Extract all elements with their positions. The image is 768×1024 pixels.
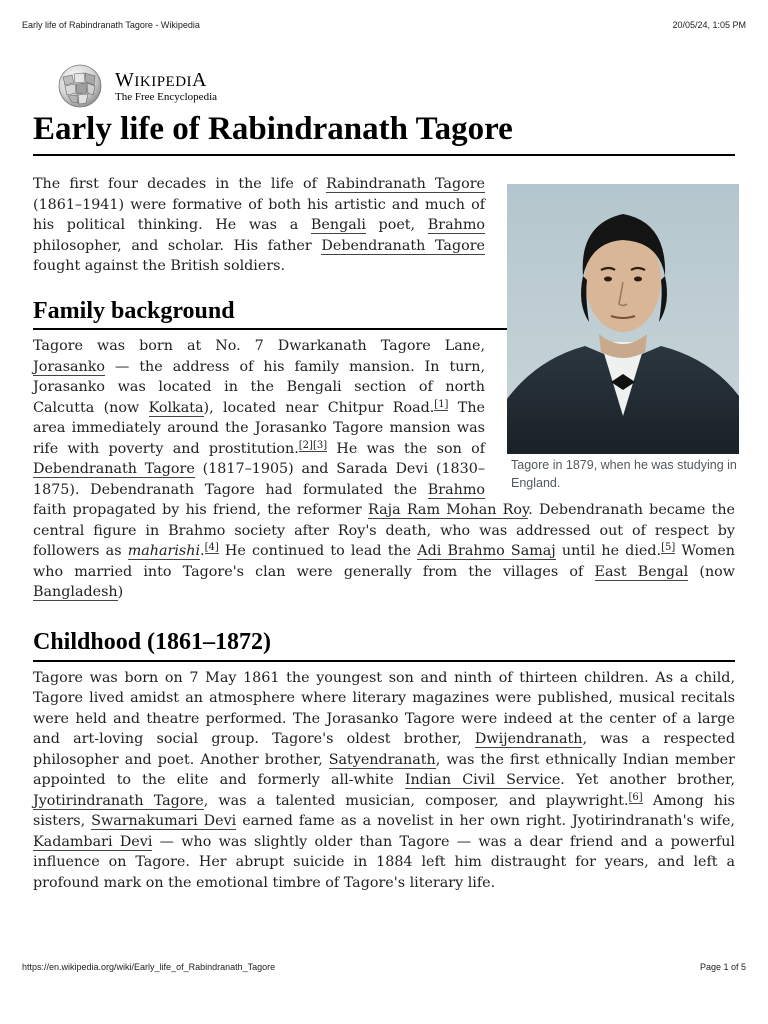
text-run: — who was slightly older than Tagore — was a dear friend and a powerful influence on Tagore. Her abrupt suicide in 1884 left him distraught for years, and left a profound mark on the emotional timbre of Tagore's literary life. [33,833,735,891]
text-run: The first four decades in the life of [33,176,327,192]
childhood-paragraph [33,668,735,894]
text-run: , was a respected philosopher and poet. Another brother, [33,731,735,768]
wiki-link[interactable]: Kadambari Devi [33,833,153,850]
wikipedia-logo[interactable] [54,63,217,109]
wiki-link[interactable]: Bangladesh [33,584,118,601]
text-run: (1817–1905) and Sarada Devi (1830–1875). Debendranath Tagore had formulated the [33,461,485,498]
text-run: . [200,543,205,560]
wiki-link[interactable]: Debendranath Tagore [321,237,485,254]
wiki-link[interactable]: East Bengal [594,563,689,580]
wiki-link[interactable]: Bengali [310,217,366,233]
text-run: ) [117,584,124,601]
wiki-link[interactable]: Raja Ram Mohan Roy [368,502,529,519]
text-run: . Debendranath became the central figure in Brahmo society after Roy's death, who was addressed out of respect by followers as [33,502,735,560]
wikipedia-wordmark: WIKIPEDIA [115,68,207,91]
text-run: , was the first ethnically Indian member appointed to the elite and formerly all-white [33,751,735,789]
print-header-title: Early life of Rabindranath Tagore - Wikipedia [22,20,200,30]
text-run: (1861–1941) were formative of both his artistic and much of his political thinking. He was a [33,196,485,233]
text-run: He continued to lead the [218,543,418,560]
wiki-link[interactable]: Kolkata [148,399,204,416]
wiki-link[interactable]: Dwijendranath [474,731,583,748]
wiki-link[interactable]: Swarnakumari Devi [91,813,237,830]
wiki-link[interactable]: Indian Civil Service [404,772,561,789]
wikipedia-tagline: The Free Encyclopedia [115,90,218,103]
portrait-figure [507,184,739,492]
section-heading-childhood: Childhood (1861–1872) [33,628,735,662]
citation-link[interactable]: [5] [661,542,676,554]
wiki-link[interactable]: Jyotirindranath Tagore [33,792,204,809]
citation-link[interactable]: [1] [434,398,449,410]
text-run: Tagore was born at No. 7 Dwarkanath Tagore Lane, [33,338,485,355]
section-heading-family-background: Family background [33,297,735,331]
text-run: earned fame as a novelist in her own right. Jyotirindranath's wife, [236,813,735,830]
print-header [22,20,746,30]
text-run: poet, [365,217,428,233]
page-title: Early life of Rabindranath Tagore [33,109,735,156]
citation-link[interactable]: [6] [628,791,643,803]
tagore-portrait-image[interactable] [507,184,739,454]
text-run: Tagore was born on 7 May 1861 the youngest son and ninth of thirteen children. As a child, Tagore lived amidst an atmosphere where literary magazines were published, musical recitals were held and theatre performed. The Jorasanko Tagore were indeed at the center of a large and art-loving social group. Tagore's oldest brother, [33,669,735,748]
text-run: , was a talented musician, composer, and playwright. [203,792,629,809]
text-run: Among his sisters, [33,792,735,830]
article-body [33,174,735,893]
citation-link[interactable]: [4] [204,542,219,554]
text-run: ), located near Chitpur Road. [203,399,435,416]
print-footer [22,962,746,972]
print-footer-url: https://en.wikipedia.org/wiki/Early_life_of_Rabindranath_Tagore [22,962,276,972]
wiki-link[interactable]: Jorasanko [33,358,106,375]
wiki-link[interactable]: Brahmo [427,217,485,233]
citation-link[interactable]: [3] [312,439,328,451]
wiki-link[interactable]: Rabindranath Tagore [326,176,485,192]
wiki-link[interactable]: Debendranath Tagore [33,461,195,478]
wiki-link[interactable]: Brahmo [427,481,485,498]
text-run: He was the son of [327,440,485,457]
citation-link[interactable]: [2] [298,439,313,451]
text-run: — the address of his family mansion. In turn, Jorasanko was located in the Bengali section of north Calcutta (now [33,358,485,416]
text-run: . Yet another brother, [560,772,735,789]
text-run: Women who married into Tagore's clan were generally from the villages of [33,543,735,580]
text-run: fought against the British soldiers. [33,258,286,274]
text-run: until he died. [555,543,662,560]
text-run: philosopher, and scholar. His father [33,237,322,254]
text-run: faith propagated by his friend, the reformer [33,502,369,519]
wiki-link[interactable]: maharishi [127,543,201,560]
print-footer-page: Page 1 of 5 [699,962,746,972]
portrait-caption: Tagore in 1879, when he was studying in England. [511,458,737,490]
text-run: (now [688,563,735,580]
wikipedia-globe-icon [54,63,106,109]
text-run: The area immediately around the Jorasanko Tagore mansion was rife with poverty and prostitution. [33,399,486,457]
print-header-datetime: 20/05/24, 1:05 PM [672,20,746,30]
wiki-link[interactable]: Adi Brahmo Samaj [417,543,556,560]
wiki-link[interactable]: Satyendranath [328,751,436,768]
